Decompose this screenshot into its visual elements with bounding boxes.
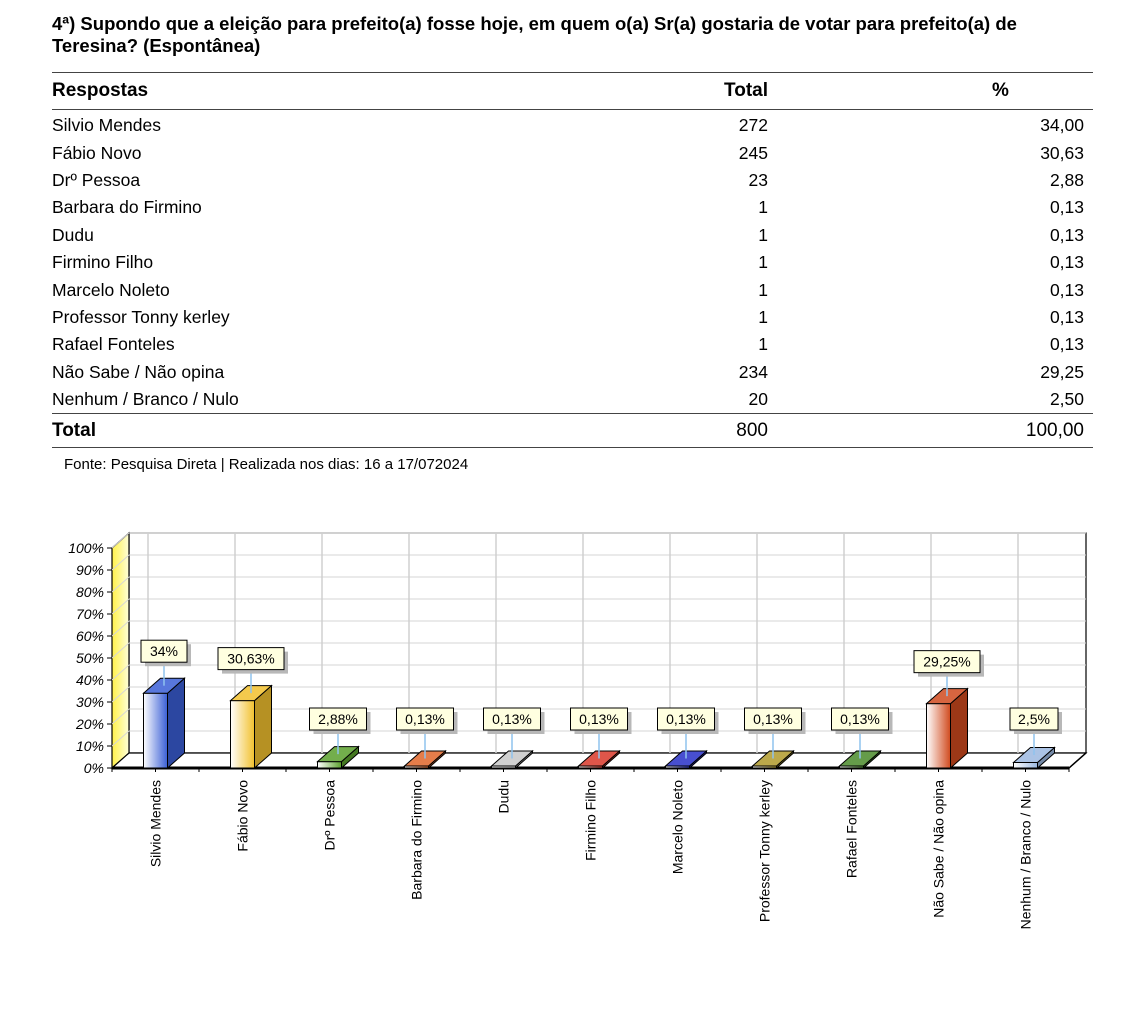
data-label: 0,13%: [405, 711, 445, 727]
source-note: Fonte: Pesquisa Direta | Realizada nos dias: 16 a 17/072024: [64, 456, 469, 473]
row-percent: 30,63: [1040, 142, 1084, 163]
table-row: [52, 139, 1093, 166]
table-row: [52, 249, 1093, 276]
y-tick-label: 30%: [75, 694, 104, 710]
row-percent: 0,13: [1049, 197, 1084, 218]
category-label: Barbara do Firmino: [408, 780, 425, 900]
data-label: 34%: [149, 643, 179, 660]
row-percent: 0,13: [1049, 306, 1084, 327]
table-row: [52, 331, 1093, 358]
row-total: 234: [738, 361, 768, 382]
category-label: Rafael Fonteles: [843, 780, 860, 879]
row-percent: 2,88: [1049, 169, 1084, 190]
header-percent: %: [768, 73, 1093, 110]
category-label: Dudu: [495, 780, 512, 814]
row-name: Barbara do Firmino: [52, 197, 202, 218]
row-name: Silvio Mendes: [52, 115, 161, 136]
row-percent: 0,13: [1049, 334, 1084, 355]
row-total: 1: [758, 334, 768, 355]
total-count: 800: [648, 414, 768, 448]
table-row: [52, 386, 1093, 414]
y-tick-label: 10%: [75, 738, 104, 754]
row-percent: 0,13: [1049, 252, 1084, 273]
row-name: Fábio Novo: [52, 142, 142, 163]
row-name: Rafael Fonteles: [52, 334, 175, 355]
table-header-row: [52, 73, 1093, 110]
row-name: Firmino Filho: [52, 252, 154, 273]
data-label: 0,13%: [840, 711, 880, 727]
row-total: 245: [738, 142, 768, 163]
data-label: 30,63%: [227, 650, 275, 667]
category-label: Firmino Filho: [582, 780, 599, 861]
row-total: 272: [738, 115, 768, 136]
y-tick-label: 40%: [75, 672, 104, 688]
row-total: 1: [758, 306, 768, 327]
bar: [144, 693, 168, 768]
row-name: Professor Tonny kerley: [52, 306, 230, 327]
header-respostas: Respostas: [52, 73, 648, 110]
row-total: 1: [758, 197, 768, 218]
row-percent: 0,13: [1049, 224, 1084, 245]
header-total: Total: [648, 73, 768, 110]
category-label: Marcelo Noleto: [669, 780, 686, 875]
row-percent: 34,00: [1040, 115, 1084, 136]
results-table: [52, 72, 1093, 448]
data-label: 0,13%: [579, 711, 619, 727]
bar-chart: [0, 500, 1139, 990]
bar-side: [168, 678, 185, 768]
y-tick-label: 20%: [75, 716, 104, 732]
row-name: Drº Pessoa: [52, 169, 141, 190]
data-label: 0,13%: [492, 711, 532, 727]
row-name: Marcelo Noleto: [52, 279, 170, 300]
y-tick-label: 90%: [75, 562, 104, 578]
bar: [318, 762, 342, 768]
y-tick-label: 80%: [75, 584, 104, 600]
category-label: Nenhum / Branco / Nulo: [1017, 780, 1034, 930]
data-label: 0,13%: [753, 711, 793, 727]
row-total: 1: [758, 224, 768, 245]
y-tick-label: 70%: [75, 606, 104, 622]
table-row: [52, 110, 1093, 140]
y-tick-label: 60%: [75, 628, 104, 644]
category-label: Fábio Novo: [234, 780, 251, 852]
row-name: Dudu: [52, 224, 94, 245]
table-total-row: [52, 414, 1093, 448]
table-row: [52, 222, 1093, 249]
data-label: 29,25%: [923, 653, 971, 670]
category-label: Não Sabe / Não opina: [930, 780, 947, 918]
bar: [231, 701, 255, 768]
row-total: 23: [748, 169, 768, 190]
total-label: Total: [52, 414, 648, 448]
row-name: Nenhum / Branco / Nulo: [52, 389, 239, 410]
data-label: 0,13%: [666, 711, 706, 727]
table-row: [52, 276, 1093, 303]
row-total: 1: [758, 252, 768, 273]
category-label: Silvio Mendes: [147, 780, 164, 868]
bar: [927, 704, 951, 768]
table-row: [52, 359, 1093, 386]
category-label: Drº Pessoa: [321, 780, 338, 851]
row-percent: 29,25: [1040, 361, 1084, 382]
data-label: 2,5%: [1018, 711, 1050, 727]
table-row: [52, 194, 1093, 221]
y-tick-label: 0%: [83, 760, 104, 776]
total-percent: 100,00: [768, 414, 1093, 448]
table-row: [52, 304, 1093, 331]
row-name: Não Sabe / Não opina: [52, 361, 225, 382]
question-title: 4ª) Supondo que a eleição para prefeito(a) fosse hoje, em quem o(a) Sr(a) gostaria de votar para prefeito(a) de Teresina? (Espontânea): [52, 13, 1017, 56]
category-label: Professor Tonny kerley: [756, 780, 773, 923]
y-tick-label: 50%: [75, 650, 104, 666]
row-percent: 0,13: [1049, 279, 1084, 300]
row-total: 20: [748, 389, 768, 410]
row-percent: 2,50: [1049, 389, 1084, 410]
y-tick-label: 100%: [68, 540, 104, 556]
row-total: 1: [758, 279, 768, 300]
table-row: [52, 167, 1093, 194]
data-label: 2,88%: [318, 711, 358, 727]
bar: [1014, 763, 1038, 769]
